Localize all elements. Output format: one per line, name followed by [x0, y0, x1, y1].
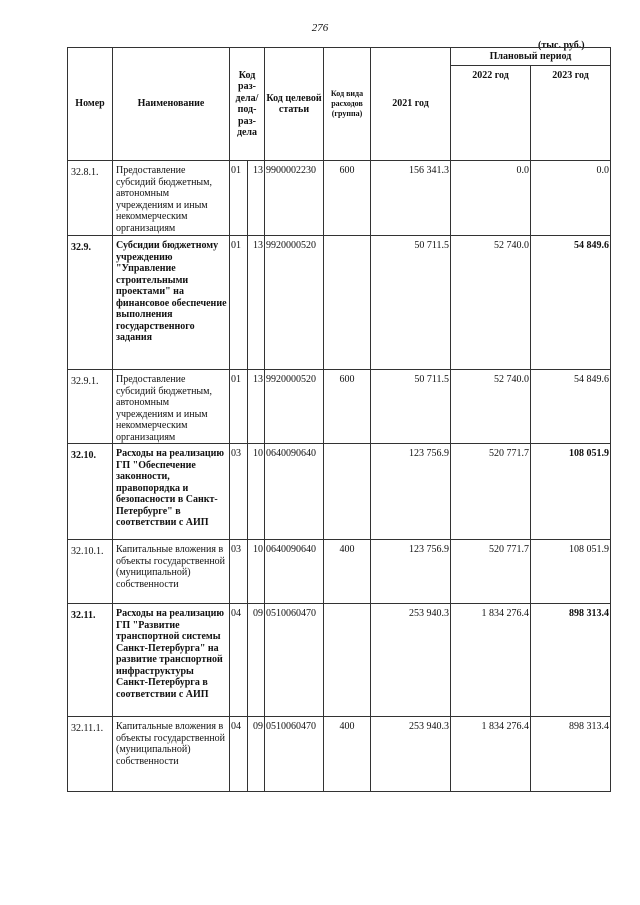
- header-name: Наименование: [113, 48, 230, 161]
- table-row: [68, 236, 611, 370]
- row-expense-type: 400: [324, 540, 371, 604]
- row-amount-2023: 108 051.9: [531, 444, 611, 540]
- row-amount-2021: 253 940.3: [371, 717, 451, 792]
- row-expense-type: [324, 236, 371, 370]
- row-amount-2022: 520 771.7: [451, 444, 531, 540]
- row-expense-type: 400: [324, 717, 371, 792]
- row-podrazdel: 13: [248, 370, 265, 444]
- row-podrazdel: 09: [248, 604, 265, 717]
- row-razdel: 03: [230, 540, 248, 604]
- row-expense-type: 600: [324, 161, 371, 236]
- table-row: [68, 717, 611, 792]
- row-number: 32.10.: [68, 444, 113, 540]
- row-name: Капитальные вложения в объекты государственной (муниципальной) собственности: [113, 717, 230, 792]
- header-2021: 2021 год: [371, 48, 451, 161]
- table-row: [68, 604, 611, 717]
- row-name: Предоставление субсидий бюджетным, автономным учреждениям и иным некоммерческим организациям: [113, 161, 230, 236]
- row-target-article: 9920000520: [265, 370, 324, 444]
- row-amount-2021: 156 341.3: [371, 161, 451, 236]
- row-amount-2022: 1 834 276.4: [451, 717, 531, 792]
- row-target-article: 0640090640: [265, 540, 324, 604]
- row-podrazdel: 10: [248, 444, 265, 540]
- header-csr: Код целевой статьи: [265, 48, 324, 161]
- row-amount-2022: 0.0: [451, 161, 531, 236]
- row-razdel: 04: [230, 717, 248, 792]
- row-razdel: 03: [230, 444, 248, 540]
- header-razdel: Код раз-дела/ под-раз-дела: [230, 48, 265, 161]
- row-podrazdel: 09: [248, 717, 265, 792]
- row-amount-2023: 108 051.9: [531, 540, 611, 604]
- header-2022: 2022 год: [451, 66, 531, 161]
- row-expense-type: [324, 604, 371, 717]
- row-name: Расходы на реализацию ГП "Развитие транспортной системы Санкт-Петербурга" на развитие транспортной инфраструктуры Санкт-Петербурга в соответствии с АИП: [113, 604, 230, 717]
- row-target-article: 0510060470: [265, 604, 324, 717]
- row-amount-2023: 898 313.4: [531, 604, 611, 717]
- row-amount-2022: 52 740.0: [451, 370, 531, 444]
- row-amount-2021: 123 756.9: [371, 444, 451, 540]
- row-number: 32.8.1.: [68, 161, 113, 236]
- header-plan-period: Плановый период: [451, 48, 611, 66]
- row-amount-2022: 1 834 276.4: [451, 604, 531, 717]
- page-number: 276: [311, 22, 329, 34]
- row-number: 32.10.1.: [68, 540, 113, 604]
- row-amount-2023: 0.0: [531, 161, 611, 236]
- row-amount-2021: 50 711.5: [371, 370, 451, 444]
- row-amount-2022: 52 740.0: [451, 236, 531, 370]
- row-name: Капитальные вложения в объекты государственной (муниципальной) собственности: [113, 540, 230, 604]
- row-target-article: 0510060470: [265, 717, 324, 792]
- row-amount-2021: 253 940.3: [371, 604, 451, 717]
- row-amount-2022: 520 771.7: [451, 540, 531, 604]
- row-target-article: 9900002230: [265, 161, 324, 236]
- header-2023: 2023 год: [531, 66, 611, 161]
- row-razdel: 01: [230, 236, 248, 370]
- budget-table: [67, 47, 611, 792]
- header-vr: Код вида расходов (группа): [324, 48, 371, 161]
- row-name: Субсидии бюджетному учреждению "Управление строительными проектами" на финансовое обеспечение выполнения государственного задания: [113, 236, 230, 370]
- table-row: [68, 444, 611, 540]
- header-num: Номер: [68, 48, 113, 161]
- row-target-article: 0640090640: [265, 444, 324, 540]
- table-row: [68, 161, 611, 236]
- row-number: 32.9.: [68, 236, 113, 370]
- row-number: 32.11.: [68, 604, 113, 717]
- row-expense-type: 600: [324, 370, 371, 444]
- row-amount-2021: 50 711.5: [371, 236, 451, 370]
- row-name: Предоставление субсидий бюджетным, автономным учреждениям и иным некоммерческим организациям: [113, 370, 230, 444]
- row-name: Расходы на реализацию ГП "Обеспечение законности, правопорядка и безопасности в Санкт-Петербурге" в соответствии с АИП: [113, 444, 230, 540]
- row-target-article: 9920000520: [265, 236, 324, 370]
- row-amount-2023: 54 849.6: [531, 370, 611, 444]
- row-expense-type: [324, 444, 371, 540]
- row-razdel: 01: [230, 370, 248, 444]
- units-label: (тыс. руб.): [538, 40, 585, 51]
- row-number: 32.9.1.: [68, 370, 113, 444]
- table-row: [68, 540, 611, 604]
- table-row: [68, 370, 611, 444]
- row-amount-2023: 898 313.4: [531, 717, 611, 792]
- row-razdel: 01: [230, 161, 248, 236]
- row-amount-2023: 54 849.6: [531, 236, 611, 370]
- row-podrazdel: 13: [248, 161, 265, 236]
- row-amount-2021: 123 756.9: [371, 540, 451, 604]
- row-razdel: 04: [230, 604, 248, 717]
- row-podrazdel: 10: [248, 540, 265, 604]
- row-number: 32.11.1.: [68, 717, 113, 792]
- row-podrazdel: 13: [248, 236, 265, 370]
